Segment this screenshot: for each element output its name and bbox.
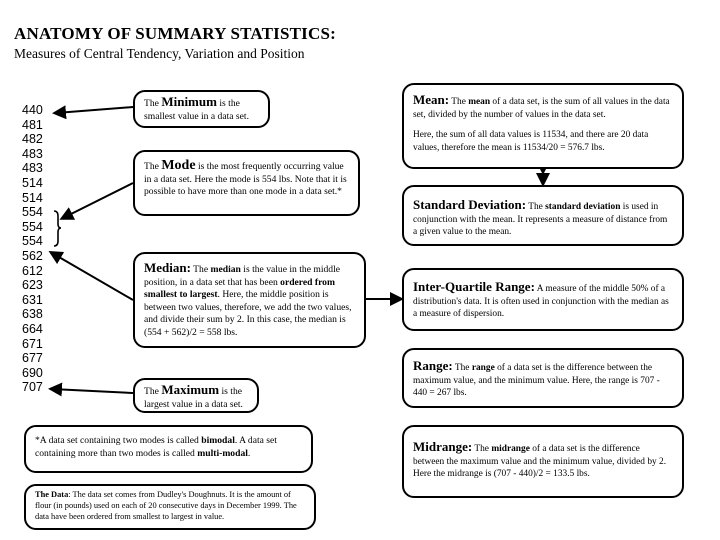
median-box: Median: The median is the value in the middle position, in a data set that has been ordered from smallest to largest. Here, the middle position is between two values, therefore, we add the two values, and divide their sum by 2. In this case, the median is (554 + 562)/2 = 558 lbs. (133, 252, 366, 348)
data-value: 554 (22, 205, 43, 220)
midrange-box: Midrange: The midrange of a data set is the difference between the maximum value and the minimum value, divided by 2. Here the midrange is (707 - 440)/2 = 133.5 lbs. (402, 425, 684, 498)
data-source-box: The Data: The data set comes from Dudley's Doughnuts. It is the amount of flour (in pounds) used on each of 20 consecutive days in December 1999. The data have been ordered from smallest to largest in value. (24, 484, 316, 530)
median-arrow (52, 253, 133, 300)
data-value: 440 (22, 103, 43, 117)
maximum-arrow (52, 389, 133, 393)
standard-deviation-box: Standard Deviation: The standard deviation is used in conjunction with the mean. It represents a measure of distance from a given value to the mean. (402, 185, 684, 246)
minimum-box: The Minimum is the smallest value in a data set. (133, 90, 270, 128)
data-value: 638 (22, 307, 43, 322)
mode-box: The Mode is the most frequently occurring value in a data set. Here the mode is 554 lbs. Note that it is possible to have more than one mode in a data set.* (133, 150, 360, 216)
data-value: 690 (22, 365, 43, 380)
data-value: 483 (22, 146, 43, 161)
page-title: ANATOMY OF SUMMARY STATISTICS: (14, 24, 336, 43)
data-value: 612 (22, 263, 43, 278)
data-value: 631 (22, 292, 43, 307)
data-value: 554 (22, 219, 43, 234)
data-value: 483 (22, 161, 43, 176)
data-value: 623 (22, 278, 43, 293)
mode-brace (54, 211, 61, 246)
data-value: 514 (22, 190, 43, 205)
data-value: 482 (22, 132, 43, 147)
data-value: 514 (22, 175, 43, 190)
iqr-box: Inter-Quartile Range: A measure of the middle 50% of a distribution's data. It is often used in conjunction with the median as a measure of dispersion. (402, 268, 684, 331)
data-value: 664 (22, 321, 43, 336)
data-value: 677 (22, 351, 43, 366)
data-value: 671 (22, 336, 43, 351)
minimum-arrow (56, 107, 133, 113)
maximum-box: The Maximum is the largest value in a data set. (133, 378, 259, 413)
data-value: 707 (22, 380, 43, 395)
mean-box: Mean: The mean of a data set, is the sum of all values in the data set, divided by the number of values in the data set. Here, the sum of all data values is 11534, and there are 20 data values, therefore the mean is 11534/20 = 576.7 lbs. (402, 83, 684, 169)
page-subtitle: Measures of Central Tendency, Variation and Position (14, 46, 305, 61)
range-box: Range: The range of a data set is the difference between the maximum value, and the minimum value. Here, the range is 707 - 440 = 267 lbs. (402, 348, 684, 408)
data-value: 562 (22, 248, 43, 263)
data-value: 481 (22, 117, 43, 132)
mode-arrow (63, 183, 133, 218)
footnote-box: *A data set containing two modes is called bimodal. A data set containing more than two modes is called multi-modal. (24, 425, 313, 473)
data-value: 554 (22, 234, 43, 249)
